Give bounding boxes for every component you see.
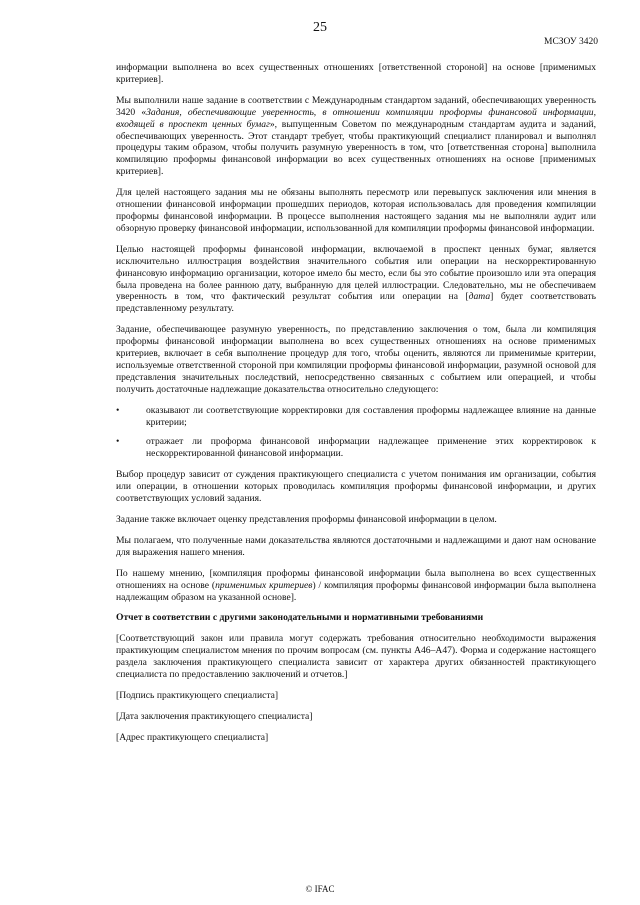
paragraph bbox=[116, 187, 596, 235]
paragraph bbox=[116, 95, 596, 178]
italic-text: Задания, обеспечивающие уверенность, в отношении компиляции проформы финансовой информации, входящей в проспект ценных бумаг bbox=[116, 106, 596, 130]
section-body: [Соответствующий закон или правила могут содержать требования относительно необходимости выражения практикующим специалистом мнения по прочим вопросам (см. пункты A46–A47). Форма и содержание настоящего раздела заключения практикующего специалиста зависит от характера других обязанностей практикующего специалиста по предоставлению заключений и отчетов.] bbox=[116, 633, 596, 681]
copyright-footer: © IFAC bbox=[305, 884, 335, 894]
bullet-text: отражает ли проформа финансовой информации надлежащее применение этих корректировок к нескорректированной финансовой информации. bbox=[146, 436, 596, 460]
page-number: 25 bbox=[313, 20, 327, 35]
paragraph bbox=[116, 244, 596, 315]
signature-line: [Подпись практикующего специалиста] bbox=[116, 689, 279, 701]
text-run: Мы выполнили наше задание в соответствии с Международным стандартом заданий, обеспечивающих уверенность 3420 « bbox=[116, 94, 596, 118]
text-run: Задание также включает оценку представления проформы финансовой информации в целом. bbox=[116, 514, 497, 525]
text-run: Целью настоящей проформы финансовой информации, включаемой в проспект ценных бумаг, является исключительно иллюстрация воздействия значительного события или операции на нескорректированную финансовую информацию организации, которое имело бы место, если бы это событие произошло или эта операция была проведена на более раннюю дату, выбранную для целей иллюстрации. Следовательно, мы не обеспечиваем уверенность в том, что фактический результат события или операции на [ bbox=[116, 243, 596, 303]
text-run: Выбор процедур зависит от суждения практикующего специалиста с учетом понимания им организации, события или операции, в отношении которых проводилась компиляция проформы финансовой информации, и других соответствующих условий задания. bbox=[116, 469, 596, 505]
bullet-marker: • bbox=[116, 404, 120, 416]
bullet-item bbox=[116, 405, 596, 429]
paragraph bbox=[116, 62, 596, 86]
bullet-list bbox=[116, 405, 596, 461]
paragraph-group bbox=[116, 469, 596, 603]
text-run: Мы полагаем, что полученные нами доказательства являются достаточными и надлежащими и дают нам основание для выражения нашего мнения. bbox=[116, 534, 596, 558]
paragraph bbox=[116, 535, 596, 559]
italic-text: применимых критериев bbox=[215, 579, 313, 591]
signature-line: [Дата заключения практикующего специалиста] bbox=[116, 710, 313, 722]
bullet-text: оказывают ли соответствующие корректировки для составления проформы надлежащее влияние на данные критерии; bbox=[146, 404, 596, 428]
paragraph bbox=[116, 469, 596, 505]
bullet-item bbox=[116, 436, 596, 460]
signature-block bbox=[116, 690, 596, 744]
text-run: информации выполнена во всех существенных отношениях [ответственной стороной] на основе [применимых критериев]. bbox=[116, 62, 596, 85]
paragraph bbox=[116, 324, 596, 395]
document-body bbox=[116, 62, 596, 753]
paragraph bbox=[116, 514, 596, 526]
paragraph-group bbox=[116, 62, 596, 396]
bullet-marker: • bbox=[116, 436, 120, 448]
paragraph bbox=[116, 568, 596, 604]
text-run: По нашему мнению, [компиляция проформы финансовой информации была выполнена во всех существенных отношениях на основе ( bbox=[116, 567, 596, 591]
section-heading: Отчет в соответствии с другими законодательными и нормативными требованиями bbox=[116, 612, 484, 624]
text-run: », выпущенным Советом по международным стандартам аудита и заданий, обеспечивающих уверенность. Этот стандарт требует, чтобы практикующий специалист планировал и выполнял процедуры таким образом, чтобы получить разумную уверенность в том, что [ответственная сторона] выполнила компиляцию проформы финансовой информации во всех существенных отношениях на основе [применимых критериев]. bbox=[116, 118, 596, 178]
text-run: Для целей настоящего задания мы не обязаны выполнять пересмотр или перевыпуск заключения или мнения в отношении финансовой информации прошедших периодов, которая использовалась для проведения компиляции проформы финансовой информации. В процессе выполнения настоящего задания мы не выполняли аудит или обзорную проверку финансовой информации, использованной для компиляции проформы финансовой информации. bbox=[116, 187, 596, 234]
document-code: МСЗОУ 3420 bbox=[544, 37, 598, 47]
signature-line: [Адрес практикующего специалиста] bbox=[116, 731, 269, 743]
text-run: ] будет соответствовать представленному результату. bbox=[116, 291, 596, 315]
text-run: Задание, обеспечивающее разумную уверенность, по представлению заключения о том, была ли компиляция проформы финансовой информации выполнена во всех существенных отношениях на основе применимых критериев, включает в себя выполнение процедур для того, чтобы оценить, являются ли применимые критерии, используемые ответственной стороной при компиляции проформы финансовой информации, разумной основой для представления значительных последствий, непосредственно связанных с событием или операцией, и чтобы получить достаточные надлежащие доказательства относительно следующего: bbox=[116, 324, 596, 395]
text-run: ) / компиляция проформы финансовой информации была выполнена надлежащим образом на указанной основе]. bbox=[116, 579, 597, 603]
italic-text: дата bbox=[468, 291, 491, 303]
